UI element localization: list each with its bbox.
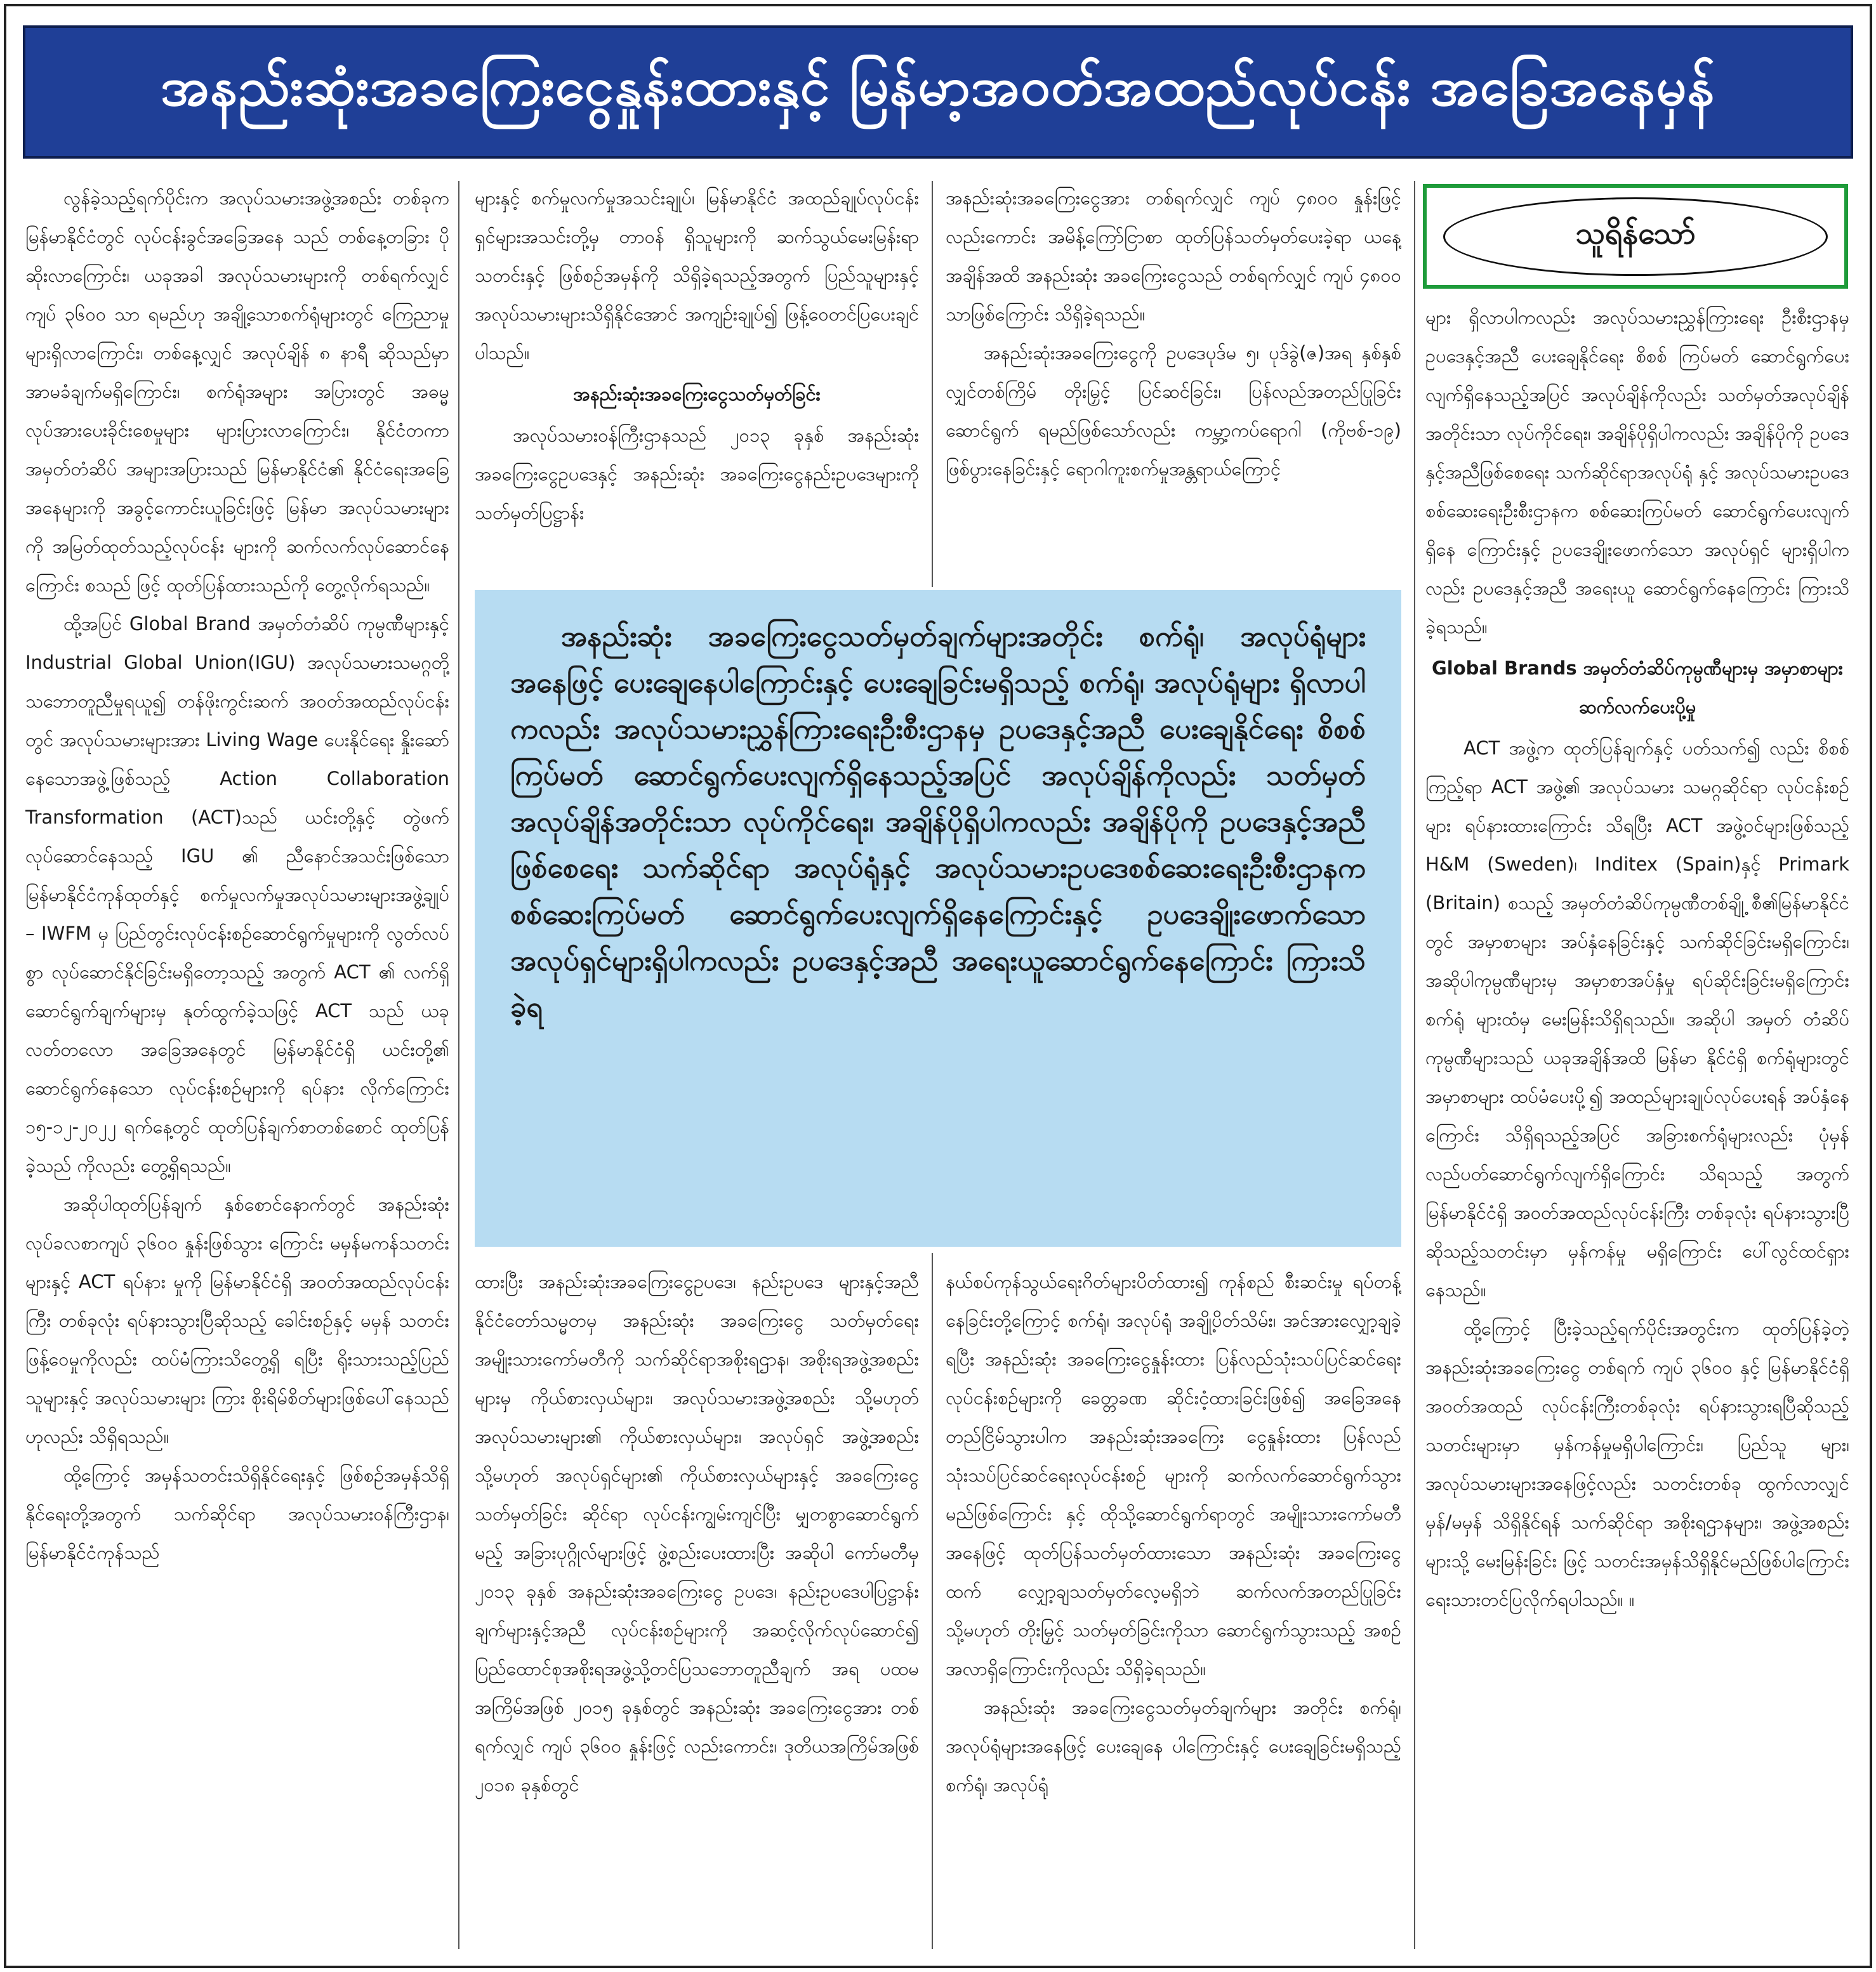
- paragraph: အနည်းဆုံးအခကြေးငွေအား တစ်ရက်လျှင် ကျပ် ၄၈၀၀ နှုန်းဖြင့်လည်းကောင်း အမိန့်ကြော်ငြာစာ ထုတ်ပြန်သတ်မှတ်ပေးခဲ့ရာ ယနေ့အချိန်အထိ အနည်းဆုံး အခကြေးငွေသည် တစ်ရက်လျှင် ကျပ် ၄၈၀၀ သာဖြစ်ကြောင်း သိရှိခဲ့ရသည်။: [946, 187, 1401, 325]
- paragraph: အလုပ်သမားဝန်ကြီးဌာနသည် ၂၀၁၃ ခုနှစ် အနည်းဆုံးအခကြေးငွေဥပဒေနှင့် အနည်းဆုံး အခကြေးငွေနည်းဥပဒေများကို သတ်မှတ်ပြဋ္ဌာန်း: [475, 424, 919, 523]
- paragraph: အဆိုပါထုတ်ပြန်ချက် နှစ်စောင်နောက်တွင် အနည်းဆုံးလုပ်ခလစာကျပ် ၃၆၀၀ နှုန်းဖြစ်သွား ကြောင်း မမှန်မကန်သတင်းများနှင့် ACT ရပ်နား မှုကို မြန်မာနိုင်ငံရှိ အဝတ်အထည်လုပ်ငန်းကြီး တစ်ခုလုံး ရပ်နားသွားပြီဆိုသည့် ခေါင်းစဉ်နှင့် မမှန် သတင်း ဖြန့်ဝေမှုကိုလည်း ထပ်မံကြားသိတွေ့ရှိ ရပြီး ရိုးသားသည့်ပြည်သူများနှင့် အလုပ်သမားများ ကြား စိုးရိမ်စိတ်များဖြစ်ပေါ်နေသည်ဟုလည်း သိရှိရသည်။: [25, 1193, 449, 1447]
- article-column-2-top: [475, 179, 919, 585]
- column-rule: [1414, 181, 1415, 1949]
- headline: အနည်းဆုံးအခကြေးငွေနှုန်းထားနှင့် မြန်မာ့အဝတ်အထည်လုပ်ငန်း အခြေအနေမှန်: [161, 55, 1715, 117]
- author-name: သူရိန်သော်: [1575, 215, 1696, 251]
- article-column-1: [25, 179, 449, 1949]
- paragraph: များ ရှိလာပါကလည်း အလုပ်သမားညွှန်ကြားရေး ဦးစီးဌာနမှ ဥပဒေနှင့်အညီ ပေးချေနိုင်ရေး စိစစ် ကြပ်မတ် ဆောင်ရွက်ပေးလျက်ရှိနေသည့်အပြင် အလုပ်ချိန်ကိုလည်း သတ်မှတ်အလုပ်ချိန်အတိုင်းသာ လုပ်ကိုင်ရေး၊ အချိန်ပိုရှိပါကလည်း အချိန်ပိုကို ဥပဒေနှင့်အညီဖြစ်စေရေး သက်ဆိုင်ရာအလုပ်ရုံ နှင့် အလုပ်သမားဥပဒေစစ်ဆေးရေးဦးစီးဌာနက စစ်ဆေးကြပ်မတ် ဆောင်ရွက်ပေးလျက်ရှိနေ ကြောင်းနှင့် ဥပဒေချိုးဖောက်သော အလုပ်ရှင် များရှိပါကလည်း ဥပဒေနှင့်အညီ အရေးယူ ဆောင်ရွက်နေကြောင်း ကြားသိခဲ့ရသည်။: [1425, 306, 1849, 638]
- column-rule: [932, 1253, 933, 1949]
- paragraph: အနည်းဆုံး အခကြေးငွေသတ်မှတ်ချက်များ အတိုင်း စက်ရုံ၊ အလုပ်ရုံများအနေဖြင့် ပေးချေနေ ပါကြောင်းနှင့် ပေးချေခြင်းမရှိသည့် စက်ရုံ၊ အလုပ်ရုံ: [946, 1697, 1401, 1796]
- paragraph: လွန်ခဲ့သည့်ရက်ပိုင်းက အလုပ်သမားအဖွဲ့အစည်း တစ်ခုက မြန်မာနိုင်ငံတွင် လုပ်ငန်းခွင်အခြေအနေ သည် တစ်နေ့တခြား ပိုဆိုးလာကြောင်း၊ ယခုအခါ အလုပ်သမားများကို တစ်ရက်လျှင် ကျပ် ၃၆၀၀ သာ ရမည်ဟု အချို့သောစက်ရုံများတွင် ကြေညာမှု များရှိလာကြောင်း၊ တစ်နေ့လျှင် အလုပ်ချိန် ၈ နာရီ ဆိုသည်မှာ အာမခံချက်မရှိကြောင်း၊ စက်ရုံအများ အပြားတွင် အဓမ္မလုပ်အားပေးခိုင်းစေမှုများ များပြားလာကြောင်း၊ နိုင်ငံတကာအမှတ်တံဆိပ် အများအပြားသည် မြန်မာနိုင်ငံ၏ နိုင်ငံရေးအခြေ အနေများကို အခွင့်ကောင်းယူခြင်းဖြင့် မြန်မာ အလုပ်သမားများကို အမြတ်ထုတ်သည့်လုပ်ငန်း များကို ဆက်လက်လုပ်ဆောင်နေကြောင်း စသည် ဖြင့် ထုတ်ပြန်ထားသည်ကို တွေ့လိုက်ရသည်။: [25, 187, 449, 596]
- article-column-2-bottom: [475, 1263, 919, 1949]
- section-subheading: Global Brands အမှတ်တံဆိပ်ကုမ္ပဏီများမှ အမှာစာများဆက်လက်ပေးပို့မှု: [1431, 657, 1844, 718]
- author-byline-box: [1423, 184, 1848, 289]
- headline-banner: [23, 25, 1853, 159]
- paragraph: အနည်းဆုံးအခကြေးငွေကို ဥပဒေပုဒ်မ ၅၊ ပုဒ်ခွဲ(ဇ)အရ နှစ်နှစ်လျှင်တစ်ကြိမ် တိုးမြှင့် ပြင်ဆင်ခြင်း၊ ပြန်လည်အတည်ပြုခြင်းဆောင်ရွက် ရမည်ဖြစ်သော်လည်း ကမ္ဘာ့ကပ်ရောဂါ (ကိုဗစ်-၁၉) ဖြစ်ပွားနေခြင်းနှင့် ရောဂါကူးစက်မှုအန္တရာယ်ကြောင့်: [946, 342, 1401, 480]
- paragraph: ACT အဖွဲ့က ထုတ်ပြန်ချက်နှင့် ပတ်သက်၍ လည်း စိစစ်ကြည့်ရာ ACT အဖွဲ့၏ အလုပ်သမား သမဂ္ဂဆိုင်ရာ လုပ်ငန်းစဉ်များ ရပ်နားထားကြောင်း သိရပြီး ACT အဖွဲ့ဝင်များဖြစ်သည့် H&M (Sweden)၊ Inditex (Spain)နှင့် Primark (Britain) စသည့် အမှတ်တံဆိပ်ကုမ္ပဏီတစ်ချို့ စီ၏မြန်မာနိုင်ငံတွင် အမှာစာများ အပ်နှံနေခြင်းနှင့် သက်ဆိုင်ခြင်းမရှိကြောင်း၊ အဆိုပါကုမ္ပဏီများမှ အမှာစာအပ်နှံမှု ရပ်ဆိုင်းခြင်းမရှိကြောင်း စက်ရုံ များထံမှ မေးမြန်းသိရှိရသည်။ အဆိုပါ အမှတ် တံဆိပ်ကုမ္ပဏီများသည် ယခုအချိန်အထိ မြန်မာ နိုင်ငံရှိ စက်ရုံများတွင် အမှာစာများ ထပ်မံပေးပို့၍ အထည်များချုပ်လုပ်ပေးရန် အပ်နှံနေကြောင်း သိရှိရသည့်အပြင် အခြားစက်ရုံများလည်း ပုံမှန် လည်ပတ်ဆောင်ရွက်လျက်ရှိကြောင်း သိရသည့် အတွက် မြန်မာနိုင်ငံရှိ အဝတ်အထည်လုပ်ငန်းကြီး တစ်ခုလုံး ရပ်နားသွားပြီဆိုသည့်သတင်းမှာ မှန်ကန်မှု မရှိကြောင်း ပေါ်လွင်ထင်ရှားနေသည်။: [1425, 737, 1849, 1301]
- paragraph: ထို့ကြောင့် ပြီးခဲ့သည့်ရက်ပိုင်းအတွင်းက ထုတ်ပြန်ခဲ့တဲ့ အနည်းဆုံးအခကြေးငွေ တစ်ရက် ကျပ် ၃၆၀၀ နှင့် မြန်မာနိုင်ငံရှိ အဝတ်အထည် လုပ်ငန်းကြီးတစ်ခုလုံး ရပ်နားသွားရပြီဆိုသည့် သတင်းများမှာ မှန်ကန်မှုမရှိပါကြောင်း၊ ပြည်သူ များ၊ အလုပ်သမားများအနေဖြင့်လည်း သတင်းတစ်ခု ထွက်လာလျှင် မှန်/မမှန် သိရှိနိုင်ရန် သက်ဆိုင်ရာ အစိုးရဌာနများ၊ အဖွဲ့အစည်းများသို့ မေးမြန်းခြင်း ဖြင့် သတင်းအမှန်သိရှိနိုင်မည်ဖြစ်ပါကြောင်း ရေးသားတင်ပြလိုက်ရပါသည်။ ။: [1425, 1318, 1849, 1610]
- paragraph: ထားပြီး အနည်းဆုံးအခကြေးငွေဥပဒေ၊ နည်းဥပဒေ များနှင့်အညီ နိုင်ငံတော်သမ္မတမှ အနည်းဆုံး အခကြေးငွေ သတ်မှတ်ရေး အမျိုးသားကော်မတီကို သက်ဆိုင်ရာအစိုးရဌာန၊ အစိုးရအဖွဲ့အစည်းများမှ ကိုယ်စားလှယ်များ၊ အလုပ်သမားအဖွဲ့အစည်း သို့မဟုတ် အလုပ်သမားများ၏ ကိုယ်စားလှယ်များ၊ အလုပ်ရှင် အဖွဲ့အစည်း သို့မဟုတ် အလုပ်ရှင်များ၏ ကိုယ်စားလှယ်များနှင့် အခကြေးငွေ သတ်မှတ်ခြင်း ဆိုင်ရာ လုပ်ငန်းကျွမ်းကျင်ပြီး မျှတစွာဆောင်ရွက် မည့် အခြားပုဂ္ဂိုလ်များဖြင့် ဖွဲ့စည်းပေးထားပြီး အဆိုပါ ကော်မတီမှ ၂၀၁၃ ခုနှစ် အနည်းဆုံးအခကြေးငွေ ဥပဒေ၊ နည်းဥပဒေပါပြဋ္ဌာန်းချက်များနှင့်အညီ လုပ်ငန်းစဉ်များကို အဆင့်လိုက်လုပ်ဆောင်၍ ပြည်ထောင်စုအစိုးရအဖွဲ့သို့တင်ပြသဘောတူညီချက် အရ ပထမအကြိမ်အဖြစ် ၂၀၁၅ ခုနှစ်တွင် အနည်းဆုံး အခကြေးငွေအား တစ်ရက်လျှင် ကျပ် ၃၆၀၀ နှုန်းဖြင့် လည်းကောင်း၊ ဒုတိယအကြိမ်အဖြစ် ၂၀၁၈ ခုနှစ်တွင်: [475, 1271, 919, 1796]
- article-column-3-bottom: [946, 1263, 1401, 1949]
- section-subheading: အနည်းဆုံးအခကြေးငွေသတ်မှတ်ခြင်း: [573, 383, 821, 405]
- paragraph: ထို့အပြင် Global Brand အမှတ်တံဆိပ် ကုမ္ပဏီများနှင့် Industrial Global Union(IGU) အလုပ်သမားသမဂ္ဂတို့ သဘောတူညီမှုရယူ၍ တန်ဖိုးကွင်းဆက် အဝတ်အထည်လုပ်ငန်းတွင် အလုပ်သမားများအား Living Wage ပေးနိုင်ရေး နှိုးဆော်နေသောအဖွဲ့ဖြစ်သည့် Action Collaboration Transformation (ACT)သည် ယင်းတို့နှင့် တွဲဖက်လုပ်ဆောင်နေသည့် IGU ၏ ညီနောင်အသင်းဖြစ်သော မြန်မာနိုင်ငံကုန်ထုတ်နှင့် စက်မှုလက်မှုအလုပ်သမားများအဖွဲ့ချုပ် – IWFM မှ ပြည်တွင်းလုပ်ငန်းစဉ်ဆောင်ရွက်မှုများကို လွတ်လပ်စွာ လုပ်ဆောင်နိုင်ခြင်းမရှိတော့သည့် အတွက် ACT ၏ လက်ရှိဆောင်ရွက်ချက်များမှ နုတ်ထွက်ခဲ့သဖြင့် ACT သည် ယခု လတ်တလော အခြေအနေတွင် မြန်မာနိုင်ငံရှိ ယင်းတို့၏ ဆောင်ရွက်နေသော လုပ်ငန်းစဉ်များကို ရပ်နား လိုက်ကြောင်း ၁၅-၁၂-၂၀၂၂ ရက်နေ့တွင် ထုတ်ပြန်ချက်စာတစ်စောင် ထုတ်ပြန်ခဲ့သည် ကိုလည်း တွေ့ရှိရသည်။: [25, 613, 449, 1176]
- article-column-3-top: [946, 179, 1401, 585]
- pull-quote-text: အနည်းဆုံး အခကြေးငွေသတ်မှတ်ချက်များအတိုင်း စက်ရုံ၊ အလုပ်ရုံများအနေဖြင့် ပေးချေနေပါကြောင်းနှင့် ပေးချေခြင်းမရှိသည့် စက်ရုံ၊ အလုပ်ရုံများ ရှိလာပါကလည်း အလုပ်သမားညွှန်ကြားရေးဦးစီးဌာနမှ ဥပဒေနှင့်အညီ ပေးချေနိုင်ရေး စိစစ်ကြပ်မတ် ဆောင်ရွက်ပေးလျက်ရှိနေသည့်အပြင် အလုပ်ချိန်ကိုလည်း သတ်မှတ်အလုပ်ချိန်အတိုင်းသာ လုပ်ကိုင်ရေး၊ အချိန်ပိုရှိပါကလည်း အချိန်ပိုကို ဥပဒေနှင့်အညီဖြစ်စေရေး သက်ဆိုင်ရာ အလုပ်ရုံနှင့် အလုပ်သမားဥပဒေစစ်ဆေးရေးဦးစီးဌာနက စစ်ဆေးကြပ်မတ် ဆောင်ရွက်ပေးလျက်ရှိနေကြောင်းနှင့် ဥပဒေချိုးဖောက်သော အလုပ်ရှင်များရှိပါကလည်း ဥပဒေနှင့်အညီ အရေးယူဆောင်ရွက်နေကြောင်း ကြားသိခဲ့ရ: [510, 619, 1366, 1023]
- column-rule: [932, 181, 933, 587]
- paragraph: နယ်စပ်ကုန်သွယ်ရေးဂိတ်များပိတ်ထား၍ ကုန်စည် စီးဆင်းမှု ရပ်တန့်နေခြင်းတို့ကြောင့် စက်ရုံ၊ အလုပ်ရုံ အချို့ပိတ်သိမ်း၊ အင်အားလျှော့ချခဲ့ရပြီး အနည်းဆုံး အခကြေးငွေနှုန်းထား ပြန်လည်သုံးသပ်ပြင်ဆင်ရေး လုပ်ငန်းစဉ်များကို ခေတ္တခဏ ဆိုင်းငံ့ထားခြင်းဖြစ်၍ အခြေအနေ တည်ငြိမ်သွားပါက အနည်းဆုံးအခကြေး ငွေနှုန်းထား ပြန်လည်သုံးသပ်ပြင်ဆင်ရေးလုပ်ငန်းစဉ် များကို ဆက်လက်ဆောင်ရွက်သွားမည်ဖြစ်ကြောင်း နှင့် ထိုသို့ဆောင်ရွက်ရာတွင် အမျိုးသားကော်မတီ အနေဖြင့် ထုတ်ပြန်သတ်မှတ်ထားသော အနည်းဆုံး အခကြေးငွေထက် လျှော့ချသတ်မှတ်လေ့မရှိဘဲ ဆက်လက်အတည်ပြုခြင်း သို့မဟုတ် တိုးမြှင့် သတ်မှတ်ခြင်းကိုသာ ဆောင်ရွက်သွားသည့် အစဉ် အလာရှိကြောင်းကိုလည်း သိရှိခဲ့ရသည်။: [946, 1271, 1401, 1679]
- paragraph: များနှင့် စက်မှုလက်မှုအသင်းချုပ်၊ မြန်မာနိုင်ငံ အထည်ချုပ်လုပ်ငန်းရှင်များအသင်းတို့မှ တာဝန် ရှိသူများကို ဆက်သွယ်မေးမြန်းရာ သတင်းနှင့် ဖြစ်စဉ်အမှန်ကို သိရှိခဲ့ရသည့်အတွက် ပြည်သူများနှင့် အလုပ်သမားများသိရှိနိုင်အောင် အကျဉ်းချုပ်၍ ဖြန့်ဝေတင်ပြပေးချင်ပါသည်။: [475, 187, 919, 364]
- article-column-4: [1425, 298, 1849, 1949]
- paragraph: ထို့ကြောင့် အမှန်သတင်းသိရှိနိုင်ရေးနှင့် ဖြစ်စဉ်အမှန်သိရှိနိုင်ရေးတို့အတွက် သက်ဆိုင်ရာ အလုပ်သမားဝန်ကြီးဌာန၊ မြန်မာနိုင်ငံကုန်သည်: [25, 1464, 449, 1563]
- pull-quote-box: [475, 590, 1401, 1247]
- column-rule: [458, 181, 459, 1949]
- author-oval: [1443, 197, 1828, 276]
